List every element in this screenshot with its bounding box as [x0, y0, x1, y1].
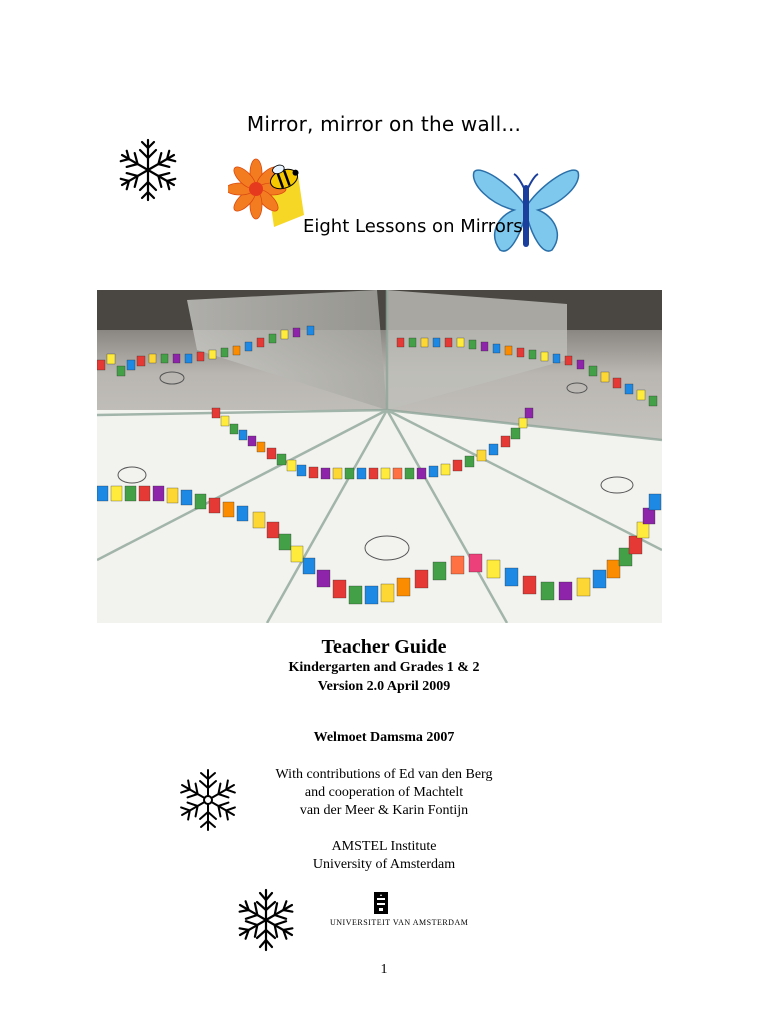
university-crest-icon: [374, 892, 388, 914]
page-number: 1: [380, 962, 388, 977]
contributions-line-3: van der Meer & Karin Fontijn: [299, 803, 469, 818]
university-name: University of Amsterdam: [312, 857, 456, 872]
photo-illustration: [97, 290, 662, 623]
contributions-line-2: and cooperation of Machtelt: [304, 785, 464, 800]
mirror-beads-photo: [97, 290, 662, 623]
author-line: Welmoet Damsma 2007: [313, 730, 455, 745]
university-logo-text: UNIVERSITEIT VAN AMSTERDAM: [330, 918, 469, 927]
guide-version: Version 2.0 April 2009: [317, 679, 451, 694]
butterfly-icon: [470, 164, 582, 262]
snowflake-icon: [112, 134, 184, 206]
flower-bee-icon: [228, 155, 306, 229]
snowflake-icon: [232, 886, 300, 954]
document-subtitle: Eight Lessons on Mirrors: [303, 216, 523, 237]
institute-name: AMSTEL Institute: [331, 839, 437, 854]
document-title: Mirror, mirror on the wall...: [246, 112, 522, 136]
guide-audience: Kindergarten and Grades 1 & 2: [288, 660, 480, 675]
guide-title: Teacher Guide: [321, 636, 447, 658]
contributions-line-1: With contributions of Ed van den Berg: [275, 767, 493, 782]
